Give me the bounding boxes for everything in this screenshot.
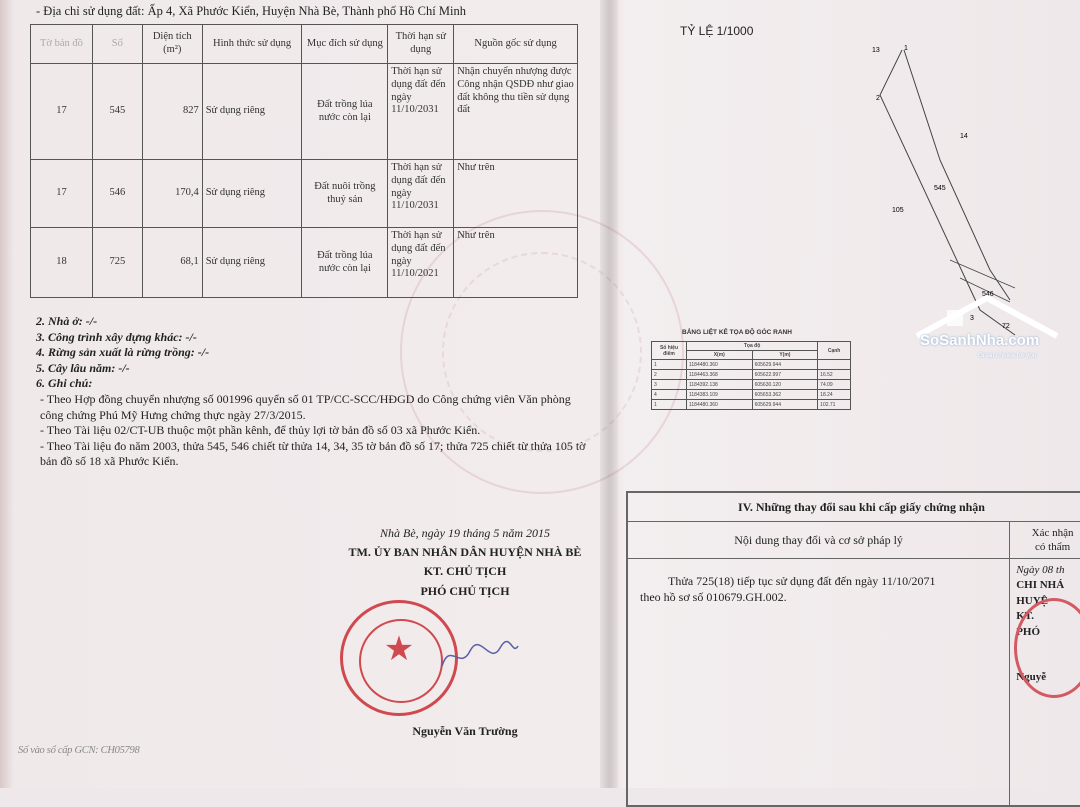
cell-form: Sử dụng riêng — [202, 64, 302, 160]
table-row — [652, 400, 851, 410]
signer-name: Nguyễn Văn Trường — [412, 724, 518, 738]
coord-cell: 4 — [652, 390, 687, 400]
map-label-3: 3 — [970, 315, 974, 322]
cell-plot: 725 — [92, 228, 142, 298]
notes-section — [36, 314, 596, 470]
header-term: Thời hạn sử dụng — [388, 25, 454, 64]
table-row — [31, 64, 578, 160]
certificate-number-stamp: Số vào sổ cấp GCN: CH05798 — [18, 745, 140, 756]
change-entry-line-1: Thửa 725(18) tiếp tục sử dụng đất đến ngày 11/10/2071 — [668, 574, 936, 588]
cell-area: 68,1 — [142, 228, 202, 298]
cell-sheet: 17 — [31, 64, 93, 160]
table-header-row — [31, 25, 578, 64]
map-scale: TỶ LỆ 1/1000 — [680, 24, 754, 38]
note-remarks-heading: 6. Ghi chú: — [36, 376, 93, 391]
coord-cell: 1 — [652, 360, 687, 370]
confirm-line-1: Xác nhận — [1031, 526, 1074, 539]
header-origin: Nguồn gốc sử dụng — [454, 25, 578, 64]
header-purpose: Mục đích sử dụng — [302, 25, 388, 64]
coord-cell — [818, 360, 851, 370]
sign-org: TM. ỦY BAN NHÂN DÂN HUYỆN NHÀ BÈ — [348, 545, 582, 560]
confirm-role: KT. — [1016, 610, 1035, 623]
coord-cell: 1184392.138 — [686, 380, 752, 390]
table-row — [652, 390, 851, 400]
note-remark-2: - Theo Tài liệu 02/CT-UB thuộc một phần kênh, để thủy lợi tờ bản đồ số 03 xã Phước Kiển. — [40, 423, 481, 438]
cell-purpose: Đất nuôi trồng thuỷ sản — [302, 160, 388, 228]
map-label-13: 13 — [872, 47, 880, 54]
watermark-tagline: Great choice for you — [978, 352, 1037, 359]
signature-block — [300, 524, 630, 601]
note-house: 2. Nhà ở: -/- — [36, 314, 98, 328]
coord-cell: 74.09 — [818, 380, 851, 390]
sign-role-2: PHÓ CHỦ TỊCH — [420, 583, 510, 598]
coord-cell: 605629.944 — [752, 360, 818, 370]
table-row — [652, 380, 851, 390]
coord-header-x: X(m) — [686, 351, 752, 360]
cell-plot: 546 — [92, 160, 142, 228]
coord-cell: 605630.120 — [752, 380, 818, 390]
watermark-brand: SoSanhNha.com — [920, 332, 1040, 349]
coord-header-row — [652, 342, 851, 351]
coordinate-table — [651, 341, 851, 410]
header-plot: Số — [92, 25, 142, 64]
changes-title: IV. Những thay đổi sau khi cấp giấy chứng nhận — [627, 492, 1080, 522]
coord-cell: 1184480.360 — [686, 360, 752, 370]
cell-purpose: Đất trồng lúa nước còn lại — [302, 228, 388, 298]
changes-header-content: Nội dung thay đổi và cơ sở pháp lý — [627, 522, 1010, 559]
confirm-line-2: có thẩm — [1035, 541, 1071, 553]
seal-star-icon: ★ — [383, 631, 415, 668]
coord-table-title: BẢNG LIỆT KÊ TỌA ĐỘ GÓC RANH — [682, 329, 792, 336]
coord-cell: 1184383.109 — [686, 390, 752, 400]
cell-term: Thời hạn sử dụng đất đến ngày 11/10/2021 — [388, 228, 454, 298]
header-area: Diện tích (m²) — [142, 25, 202, 64]
confirm-org: CHI NHÁ — [1016, 579, 1065, 592]
coord-header-point: Số hiệu điểm — [652, 342, 687, 360]
confirm-role-2: PHÓ — [1016, 625, 1041, 638]
coord-cell: 1 — [652, 400, 687, 410]
note-remark-1: - Theo Hợp đồng chuyển nhượng số 001996 quyển số 01 TP/CC-SCC/HĐGD do Công chứng viên Văn phòng công chứng Phú Mỹ Hưng chứng thực ngày 27/3/2015. — [40, 391, 571, 422]
signature-scribble — [440, 636, 520, 676]
sosanhnha-watermark — [912, 292, 1062, 359]
coord-header-edge: Cạnh — [818, 342, 851, 360]
header-form: Hình thức sử dụng — [202, 25, 302, 64]
cell-form: Sử dụng riêng — [202, 160, 302, 228]
confirm-org-2: HUYỆ — [1016, 594, 1048, 607]
coord-cell: 18.24 — [818, 390, 851, 400]
map-label-105: 105 — [892, 207, 904, 214]
changes-table — [626, 491, 1080, 807]
cell-sheet: 18 — [31, 228, 93, 298]
coord-header-coord: Tọa độ — [686, 342, 817, 351]
sign-role-1: KT. CHỦ TỊCH — [423, 564, 507, 579]
cell-term: Thời hạn sử dụng đất đến ngày 11/10/2031 — [388, 160, 454, 228]
note-perennial: 5. Cây lâu năm: -/- — [36, 360, 130, 375]
map-label-2: 2 — [876, 95, 880, 102]
coord-cell: 605629.944 — [752, 400, 818, 410]
cell-term: Thời hạn sử dụng đất đến ngày 11/10/2031 — [388, 64, 454, 160]
cell-area: 827 — [142, 64, 202, 160]
coord-cell: 16.52 — [818, 370, 851, 380]
changes-header-confirm — [1010, 522, 1080, 559]
coord-cell: 102.71 — [818, 400, 851, 410]
header-sheet: Tờ bản đồ — [31, 25, 93, 64]
changes-entry — [627, 559, 1010, 807]
coord-header-y: Y(m) — [752, 351, 818, 360]
coord-cell: 605622.997 — [752, 370, 818, 380]
cell-origin: Nhận chuyển nhượng được Công nhận QSDĐ như giao đất không thu tiền sử dụng đất — [454, 64, 578, 160]
map-label-1: 1 — [904, 45, 908, 52]
note-remark-3: - Theo Tài liệu đo năm 2003, thửa 545, 546 chiết từ thửa 14, 34, 35 tờ bản đồ số 17; thửa 725 chiết từ thửa 105 tờ bản đồ số 18 xã Phước Kiển. — [40, 438, 586, 469]
map-label-545: 545 — [934, 185, 946, 192]
page-fold — [600, 0, 618, 788]
cell-sheet: 17 — [31, 160, 93, 228]
coord-cell: 1184480.360 — [686, 400, 752, 410]
map-label-14: 14 — [960, 133, 968, 140]
note-other-construction: 3. Công trình xây dựng khác: -/- — [36, 329, 197, 344]
table-row — [652, 360, 851, 370]
land-address: - Địa chỉ sử dụng đất: Ấp 4, Xã Phước Kiển, Huyện Nhà Bè, Thành phố Hồ Chí Minh — [36, 4, 466, 18]
cell-purpose: Đất trồng lúa nước còn lại — [302, 64, 388, 160]
confirm-date: Ngày 08 th — [1016, 564, 1065, 576]
sign-date: Nhà Bè, ngày 19 tháng 5 năm 2015 — [380, 526, 550, 540]
coord-cell: 1184463.368 — [686, 370, 752, 380]
coord-cell: 605653.362 — [752, 390, 818, 400]
coord-cell: 3 — [652, 380, 687, 390]
table-row — [31, 160, 578, 228]
land-plot-table — [30, 24, 578, 298]
coord-cell: 2 — [652, 370, 687, 380]
change-entry-line-2: theo hồ sơ số 010679.GH.002. — [640, 590, 787, 605]
note-forest: 4. Rừng sản xuất là rừng trồng: -/- — [36, 345, 210, 360]
table-row — [652, 370, 851, 380]
cell-origin: Như trên — [454, 160, 578, 228]
cell-plot: 545 — [92, 64, 142, 160]
map-label-546: 546 — [982, 291, 994, 298]
cell-area: 170,4 — [142, 160, 202, 228]
cell-origin: Như trên — [454, 228, 578, 298]
cell-form: Sử dụng riêng — [202, 228, 302, 298]
table-row — [31, 228, 578, 298]
map-label-72: 72 — [1002, 323, 1010, 330]
confirm-signer: Nguyễ — [1016, 670, 1047, 683]
